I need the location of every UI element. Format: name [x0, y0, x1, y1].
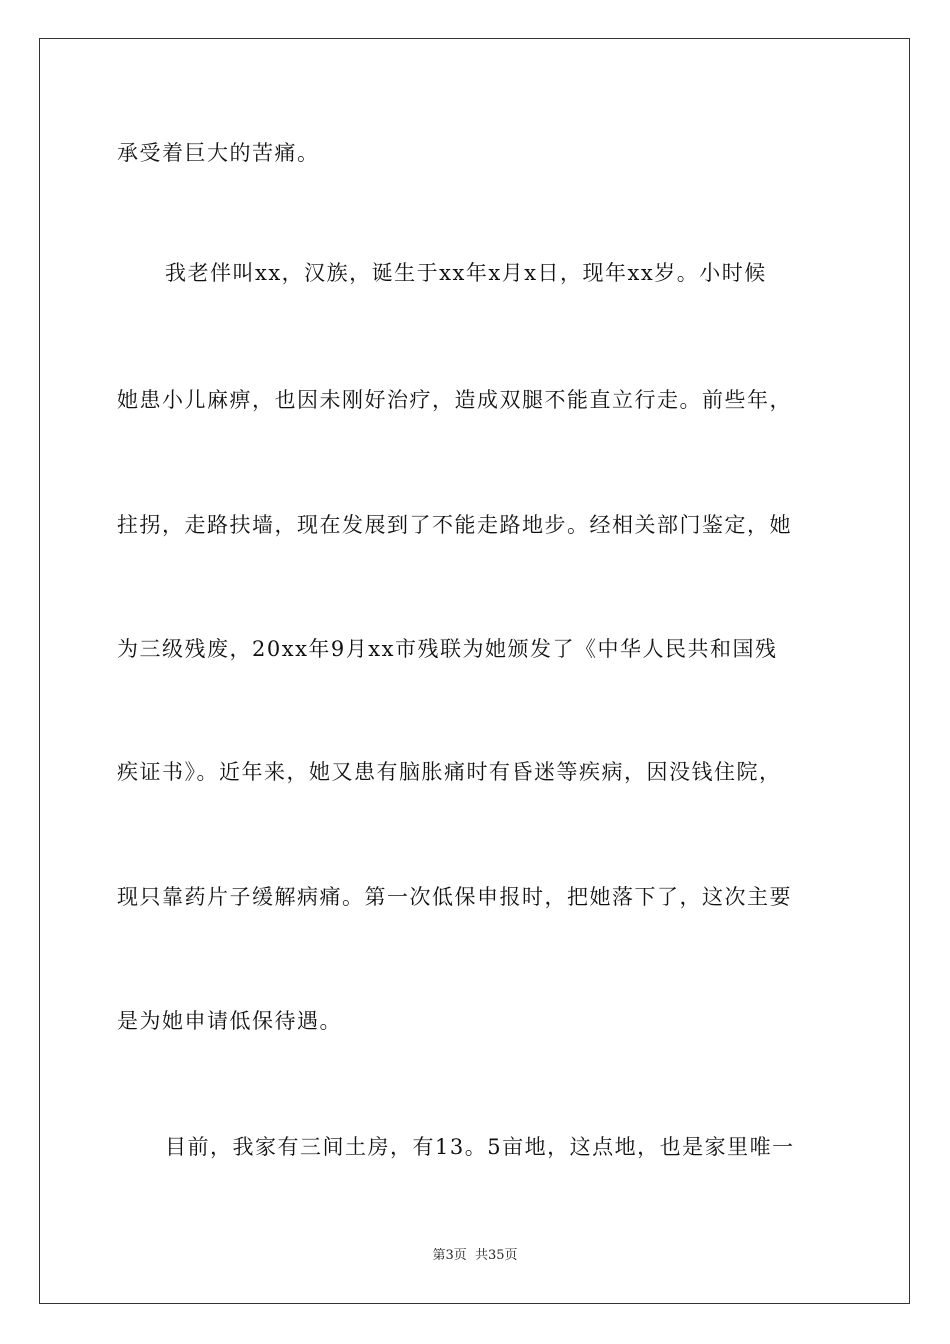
- paragraph-line-4: 拄拐，走路扶墙，现在发展到了不能走路地步。经相关部门鉴定，她: [117, 513, 792, 537]
- paragraph-line-1: 承受着巨大的苦痛。: [117, 141, 320, 165]
- page-number: 第3页: [432, 1248, 467, 1263]
- page-total: 共35页: [474, 1248, 518, 1263]
- paragraph-line-3: 她患小儿麻痹，也因未刚好治疗，造成双腿不能直立行走。前些年，: [117, 388, 792, 412]
- page-border: [39, 38, 910, 1304]
- paragraph-line-6: 疾证书》。近年来，她又患有脑胀痛时有昏迷等疾病，因没钱住院，: [117, 760, 782, 784]
- paragraph-line-8: 是为她申请低保待遇。: [117, 1009, 342, 1033]
- page-footer: [0, 1247, 950, 1265]
- paragraph-line-2: 我老伴叫xx，汉族，诞生于xx年x月x日，现年xx岁。小时候: [165, 261, 767, 285]
- paragraph-line-7: 现只靠药片子缓解病痛。第一次低保申报时，把她落下了，这次主要: [117, 885, 792, 909]
- paragraph-line-9: 目前，我家有三间土房，有13。5亩地，这点地，也是家里唯一: [165, 1135, 795, 1159]
- paragraph-line-5: 为三级残废，20xx年9月xx市残联为她颁发了《中华人民共和国残: [117, 637, 778, 661]
